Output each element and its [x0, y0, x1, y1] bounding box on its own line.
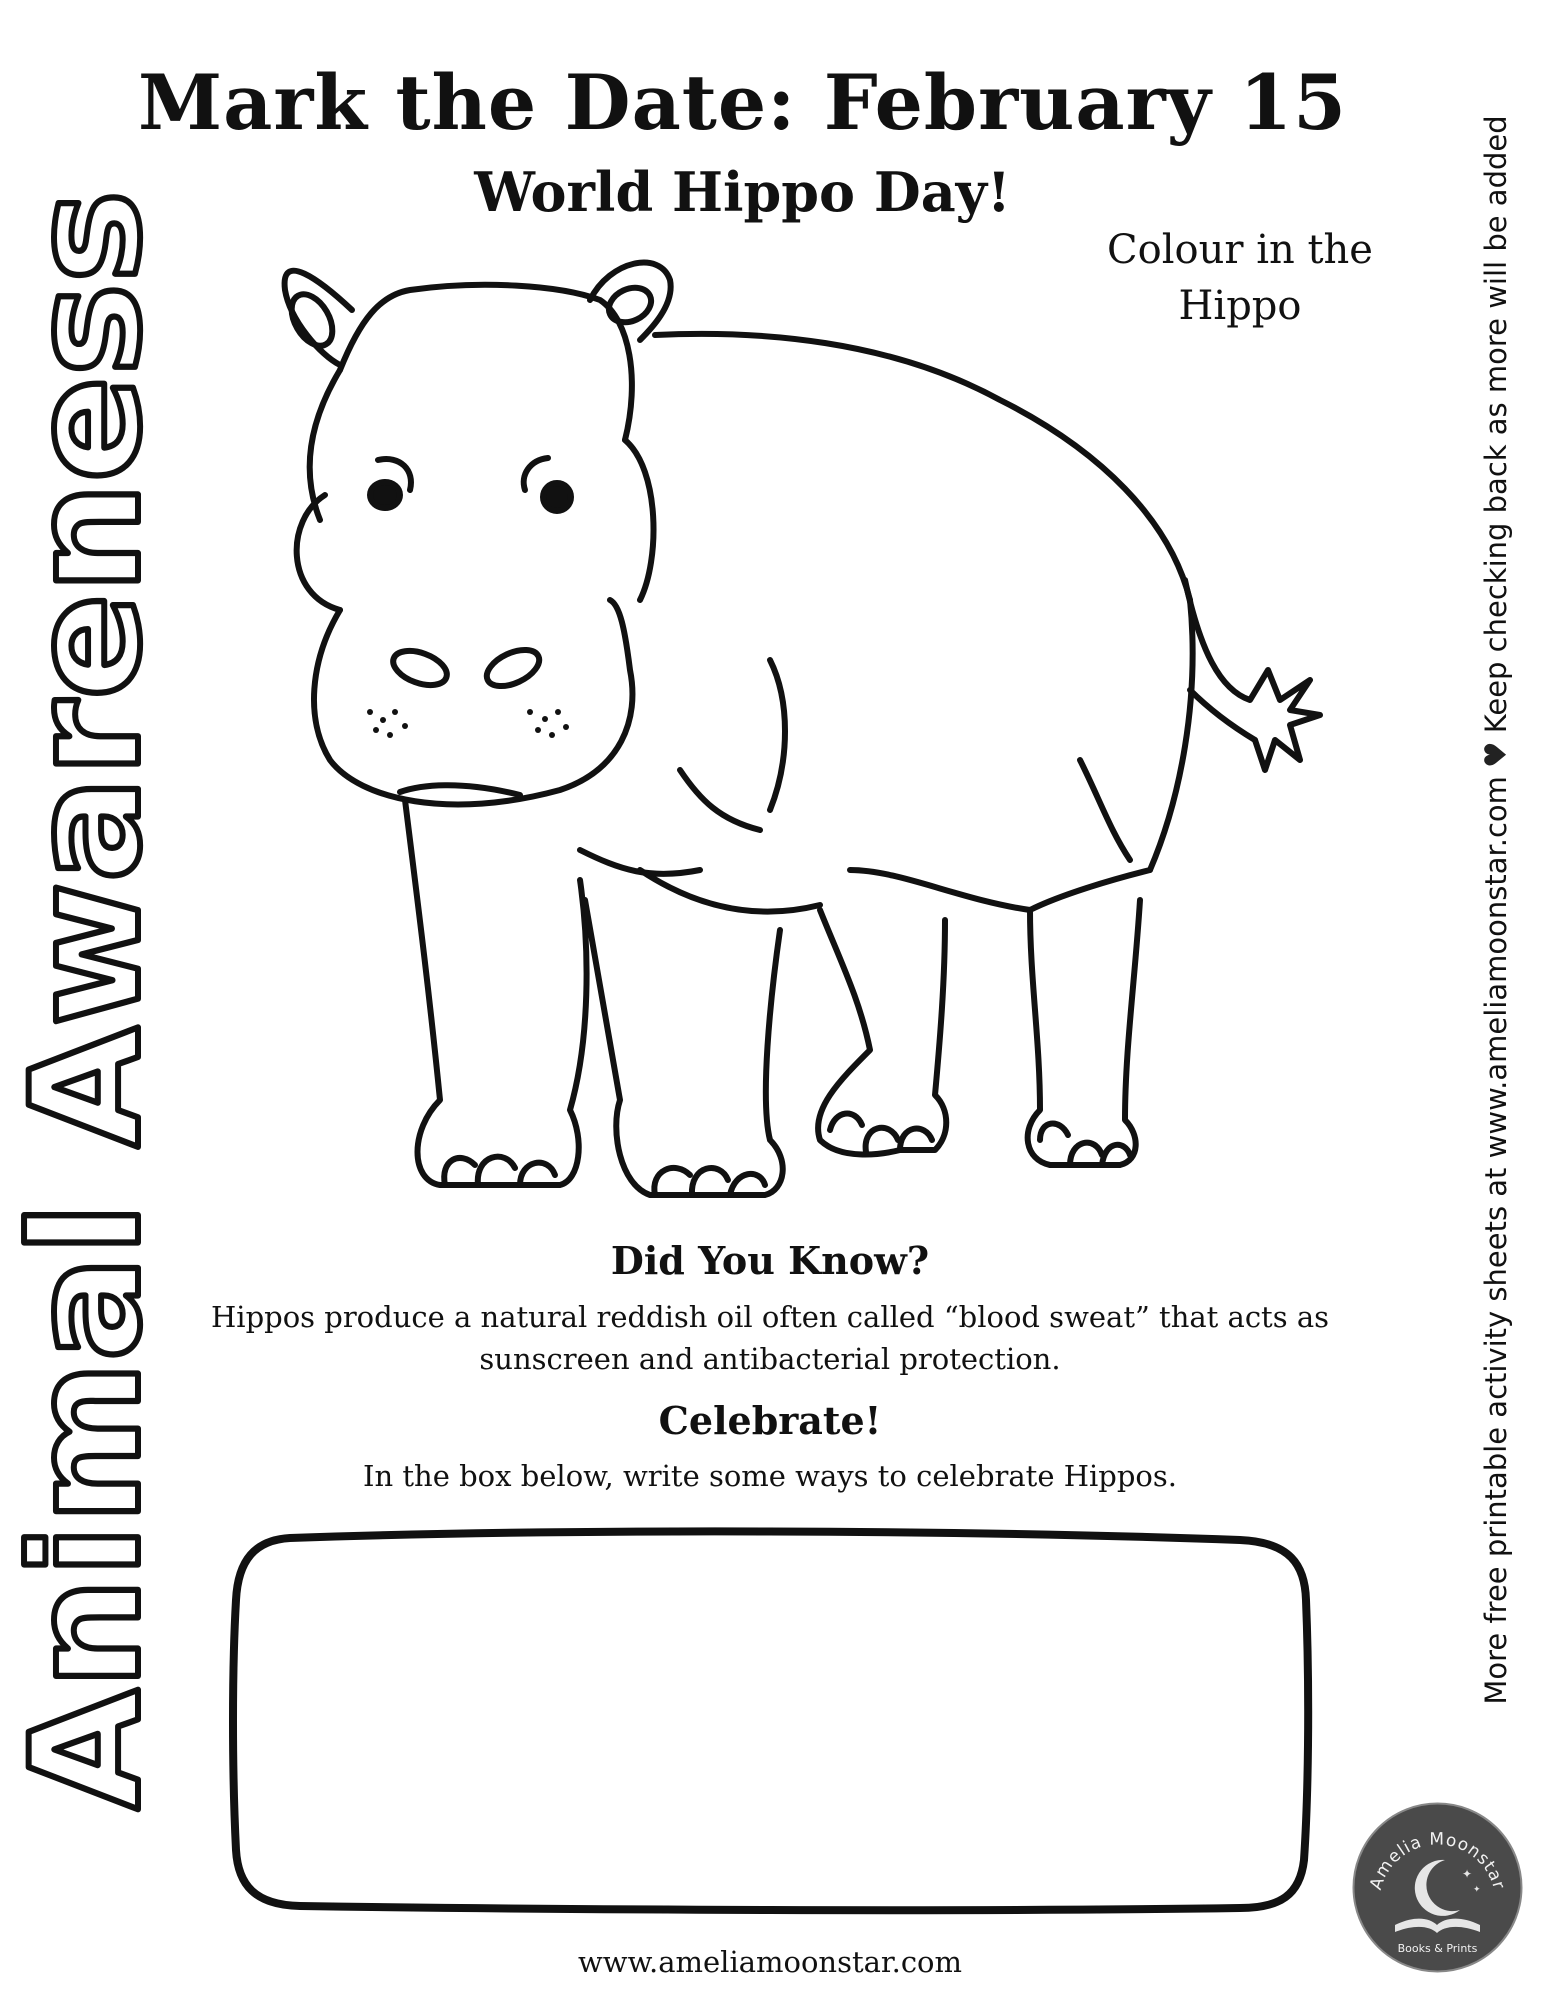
celebrate-heading: Celebrate! [658, 1398, 882, 1443]
colour-note-line2: Hippo [1178, 283, 1302, 329]
writing-box[interactable] [220, 1520, 1320, 1920]
did-you-know-text [165, 1296, 1375, 1380]
side-banner [0, 0, 174, 2000]
heart-icon: ♥ [1479, 741, 1514, 769]
footer-url[interactable]: www.ameliamoonstar.com [577, 1945, 963, 1979]
side-note-part2: Keep checking back as more will be added [1479, 115, 1513, 734]
hippo-illustration [265, 240, 1345, 1215]
did-you-know-line1: Hippos produce a natural reddish oil often called “blood sweat” that acts as [211, 1300, 1329, 1334]
logo-name: Amelia Moonstar [1366, 1829, 1509, 1893]
did-you-know-heading: Did You Know? [610, 1238, 930, 1283]
celebrate-instruction: In the box below, write some ways to celebrate Hippos. [363, 1459, 1177, 1493]
did-you-know-line2: sunscreen and antibacterial protection. [479, 1342, 1061, 1376]
amelia-moonstar-logo [1350, 1800, 1525, 1975]
colour-note-line1: Colour in the [1107, 227, 1373, 273]
page-subtitle: World Hippo Day! [474, 160, 1011, 224]
side-note-part1: More free printable activity sheets at www.ameliamoonstar.com [1479, 776, 1513, 1705]
svg-text:✦: ✦ [1462, 1867, 1473, 1881]
svg-text:✦: ✦ [1473, 1885, 1481, 1895]
logo-tagline: Books & Prints [1397, 1942, 1478, 1955]
side-banner-text: Animal Awareness [0, 255, 174, 1810]
page-title: Mark the Date: February 15 [137, 58, 1348, 147]
side-note [1468, 50, 1524, 1770]
